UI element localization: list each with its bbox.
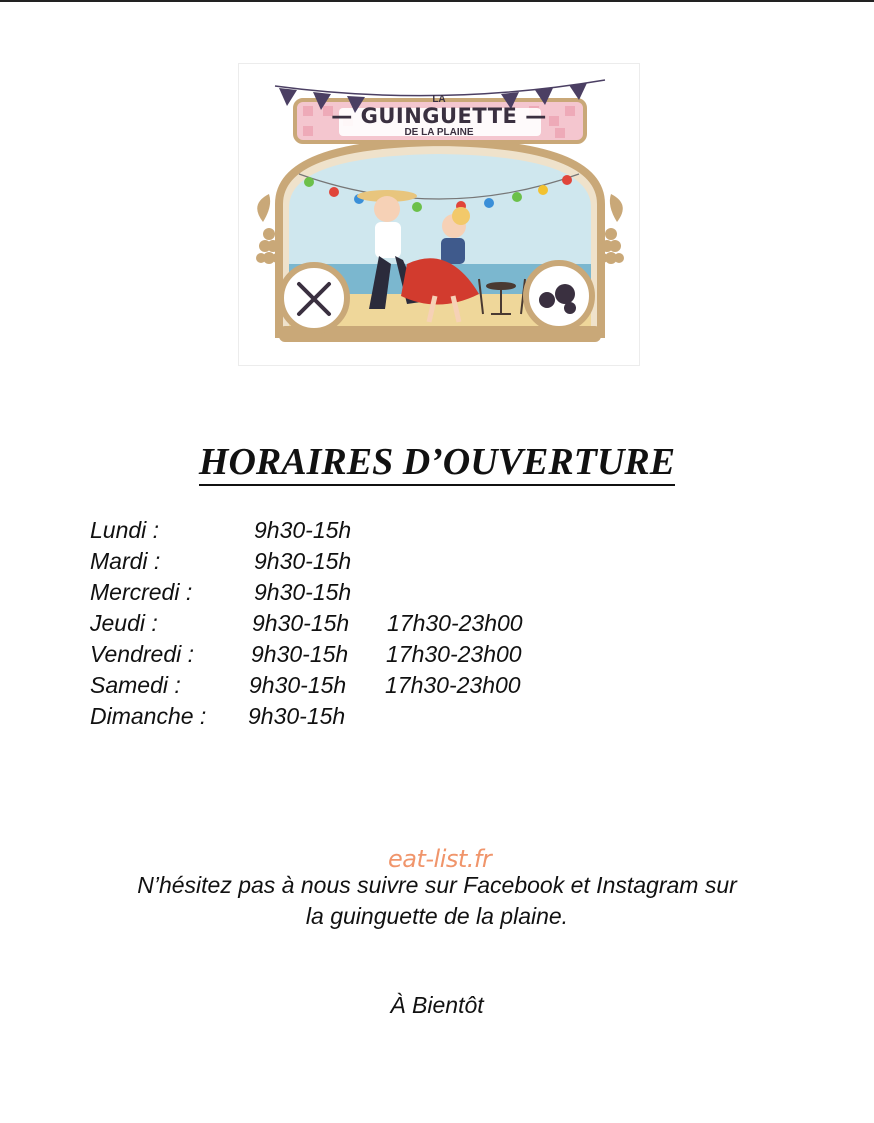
slot-evening: 17h30-23h00 <box>385 672 521 698</box>
day-label: Vendredi : <box>90 641 194 667</box>
closing-text: À Bientôt <box>390 992 484 1018</box>
day-label: Mercredi : <box>90 579 193 605</box>
top-border-line <box>0 0 874 2</box>
page-title <box>0 440 874 484</box>
logo-text-guinguette: — GUINGUETTE — <box>331 104 547 128</box>
follow-line-1: N’hésitez pas à nous suivre sur Facebook et Instagram sur <box>137 872 737 898</box>
day-label: Lundi : <box>90 517 160 543</box>
slot-morning: 9h30-15h <box>254 579 352 605</box>
follow-message <box>0 870 874 932</box>
day-label: Jeudi : <box>90 610 158 636</box>
slot-morning: 9h30-15h <box>252 610 350 636</box>
slot-evening: 17h30-23h00 <box>386 641 522 667</box>
slot-morning: 9h30-15h <box>249 672 347 698</box>
slot-morning: 9h30-15h <box>251 641 349 667</box>
page-title-text: HORAIRES D’OUVERTURE <box>199 441 675 486</box>
logo-image <box>238 63 640 366</box>
logo-text-de-la-plaine: DE LA PLAINE <box>404 127 474 138</box>
slot-morning: 9h30-15h <box>254 517 352 543</box>
slot-morning: 9h30-15h <box>248 703 346 729</box>
day-label: Samedi : <box>90 672 181 698</box>
day-label: Dimanche : <box>90 703 207 729</box>
slot-evening: 17h30-23h00 <box>387 610 523 636</box>
follow-line-2: la guinguette de la plaine. <box>305 903 569 929</box>
day-label: Mardi : <box>90 548 161 574</box>
logo-text-la: LA <box>432 94 446 105</box>
watermark: eat-list.fr <box>388 845 492 873</box>
slot-morning: 9h30-15h <box>254 548 352 574</box>
